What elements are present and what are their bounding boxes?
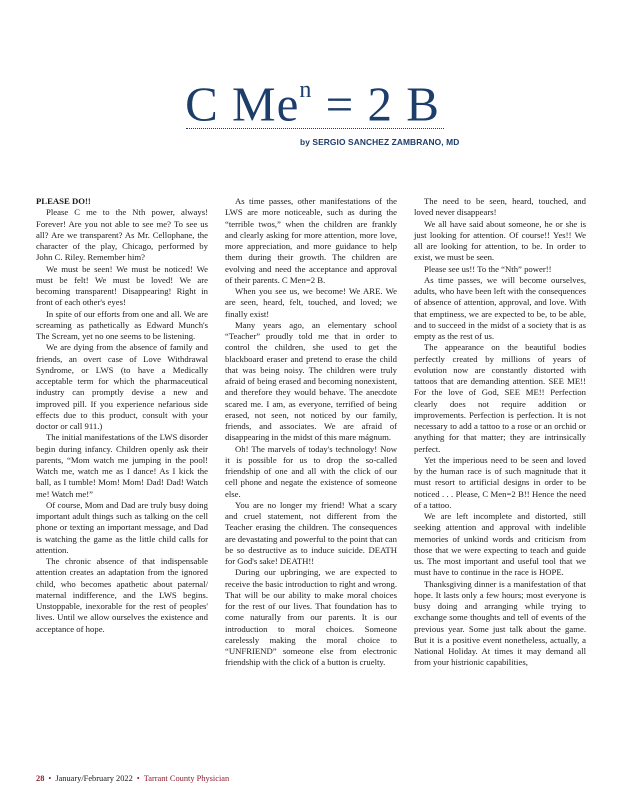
paragraph: Yet the imperious need to be seen and loved by the human race is of such magnitude that it must resort to artificial designs in order to be noticed . . . Please, C Men=2 B!! Hence the need of a tattoo.	[414, 454, 586, 510]
paragraph: We are left incomplete and distorted, still seeking attention and approval with indelible memories of unkind words and criticism from those that we were expecting to teach and guide us. The most important and useful tool that we must have to continue in the race is HOPE.	[414, 511, 586, 578]
paragraph: You are no longer my friend! What a scary and cruel statement, not different from the Teacher erasing the children. The consequences are devastating and powerful to the point that can be so destructive as to induce suicide. DEATH for God's sake! DEATH!!	[225, 499, 397, 566]
paragraph: When you see us, we become! We ARE. We are seen, heard, felt, touched, and loved; we finally exist!	[225, 286, 397, 319]
title-exponent: n	[299, 77, 313, 103]
paragraph: The initial manifestations of the LWS disorder begin during infancy. Children openly ask their parents, “Mom watch me jumping in the pool! Watch me, watch me as I dance! As I kick the ball, as I tumble! Mom! Mom! Dad! Dad! Watch me! Watch me!”	[36, 432, 208, 499]
page-footer	[36, 774, 229, 783]
footer-separator: •	[48, 774, 52, 783]
magazine-name: Tarrant County Physician	[143, 774, 230, 783]
issue-date: January/February 2022	[55, 774, 133, 783]
paragraph: As time passes, other manifestations of the LWS are more noticeable, such as during the “terrible twos,” when the children are frankly and clearly asking for more attention, more love, more appreciation, and more guidance to help them during their growth. The children are evolving and need the acceptance and approval of their parents. C Men=2 B.	[225, 196, 397, 285]
footer-separator: •	[136, 774, 140, 783]
paragraph: Please see us!! To the “Nth” power!!	[424, 263, 552, 274]
paragraph: The need to be seen, heard, touched, and loved never disappears!	[414, 196, 586, 218]
paragraph: We are dying from the absence of family and friends, an overt case of Love Withdrawal Syndrome, or LWS (to have a Medically acceptable term for which the pharmaceutical industry can promptly devise a new and improved pill. If you experience nefarious side effects due to this product, consult with your doctor or call 911.)	[36, 342, 208, 431]
article-column-1	[36, 196, 208, 635]
paragraph: We must be seen! We must be noticed! We must be felt! We must be loved! We are becoming transparent! Disappearing! Right in front of each other's eyes!	[36, 263, 208, 308]
byline: by SERGIO SANCHEZ ZAMBRANO, MD	[300, 137, 460, 147]
title-base: C Me	[185, 76, 300, 132]
page-number: 28	[36, 774, 45, 783]
title-rest: = 2 B	[312, 76, 440, 132]
paragraph: Please C me to the Nth power, always! Forever! Are you not able to see me? To see us all? Are we transparent? As Mr. Cellophane, the character of the play, Chicago, performed by John C. Riley. Remember him?	[36, 207, 208, 263]
paragraph: We all have said about someone, he or she is just looking for attention. Of course!! Yes!! We all are looking for attention, to be. In order to exist, we must be seen.	[414, 218, 586, 263]
article-column-3	[414, 196, 586, 669]
paragraph: In spite of our efforts from one and all. We are screaming as pathetically as Edward Munch's The Scream, yet no one seems to be listening.	[36, 308, 208, 341]
paragraph: The appearance on the beautiful bodies perfectly created by millions of years of evolution now are constantly distorted with tattoos that are demanding attention. SEE ME!! For the love of God, SEE ME!! Perfection clearly does not require addition or improvements. Perfection is perfection. It is not necessary to add a tattoo to a rose or an orchid or anything for that matter; they are intrinsically perfect.	[414, 342, 586, 454]
paragraph: Of course, Mom and Dad are truly busy doing important adult things such as talking on the cell phone or texting an important message, and Dad is watching the game as the little child calls for attention.	[36, 499, 208, 555]
paragraph: Many years ago, an elementary school “Teacher” proudly told me that in order to control the children, she used to get the blackboard eraser and pretend to erase the child that was being noisy. The children were truly afraid of being erased and becoming nonexistent, and therefore they would behave. The anecdote scared me. I am, as everyone, terrified of being erased, not seen, not noticed by our family, friends, and associates. We are afraid of disappearing in the midst of this mare mágnum.	[225, 319, 397, 443]
paragraph: PLEASE DO!!	[36, 196, 91, 206]
article-title	[0, 68, 625, 132]
paragraph: Oh! The marvels of today's technology! Now it is possible for us to drop the so-called friendship of one and all with the click of our cell phone and negate the existence of someone else.	[225, 443, 397, 499]
title-divider	[186, 128, 444, 129]
paragraph: During our upbringing, we are expected to receive the basic introduction to right and wrong. That will be our ability to make moral choices for the rest of our lives. That foundation has to come naturally from our parents. It is our introduction to moral choices. Someone carelessly making the moral choice to “UNFRIEND” someone else from electronic friendship with the click of a button is cruelty.	[225, 567, 397, 668]
paragraph: As time passes, we will become ourselves, adults, who have been left with the consequences of absence of attention, approval, and love. With that emptiness, we are expected to be, to be able, and to succeed in the midst of a society that is as empty as the rest of us.	[414, 274, 586, 341]
article-column-2	[225, 196, 397, 669]
paragraph: Thanksgiving dinner is a manifestation of that hope. It lasts only a few hours; most everyone is busy doing and arranging while trying to exchange some thoughts and tell of events of the previous year. Some just talk about the game. But it is a positive event nonetheless, actually, a National Holiday. At times it may demand all from your histrionic capabilities,	[414, 578, 586, 668]
paragraph: The chronic absence of that indispensable attention creates an adaptation from the ignored child, who becomes apathetic about paternal/ maternal indifference, and the LWS begins. Unstoppable, inexorable for the rest of peoples' lives. Until we allow ourselves the existence and acceptance of hope.	[36, 556, 208, 634]
